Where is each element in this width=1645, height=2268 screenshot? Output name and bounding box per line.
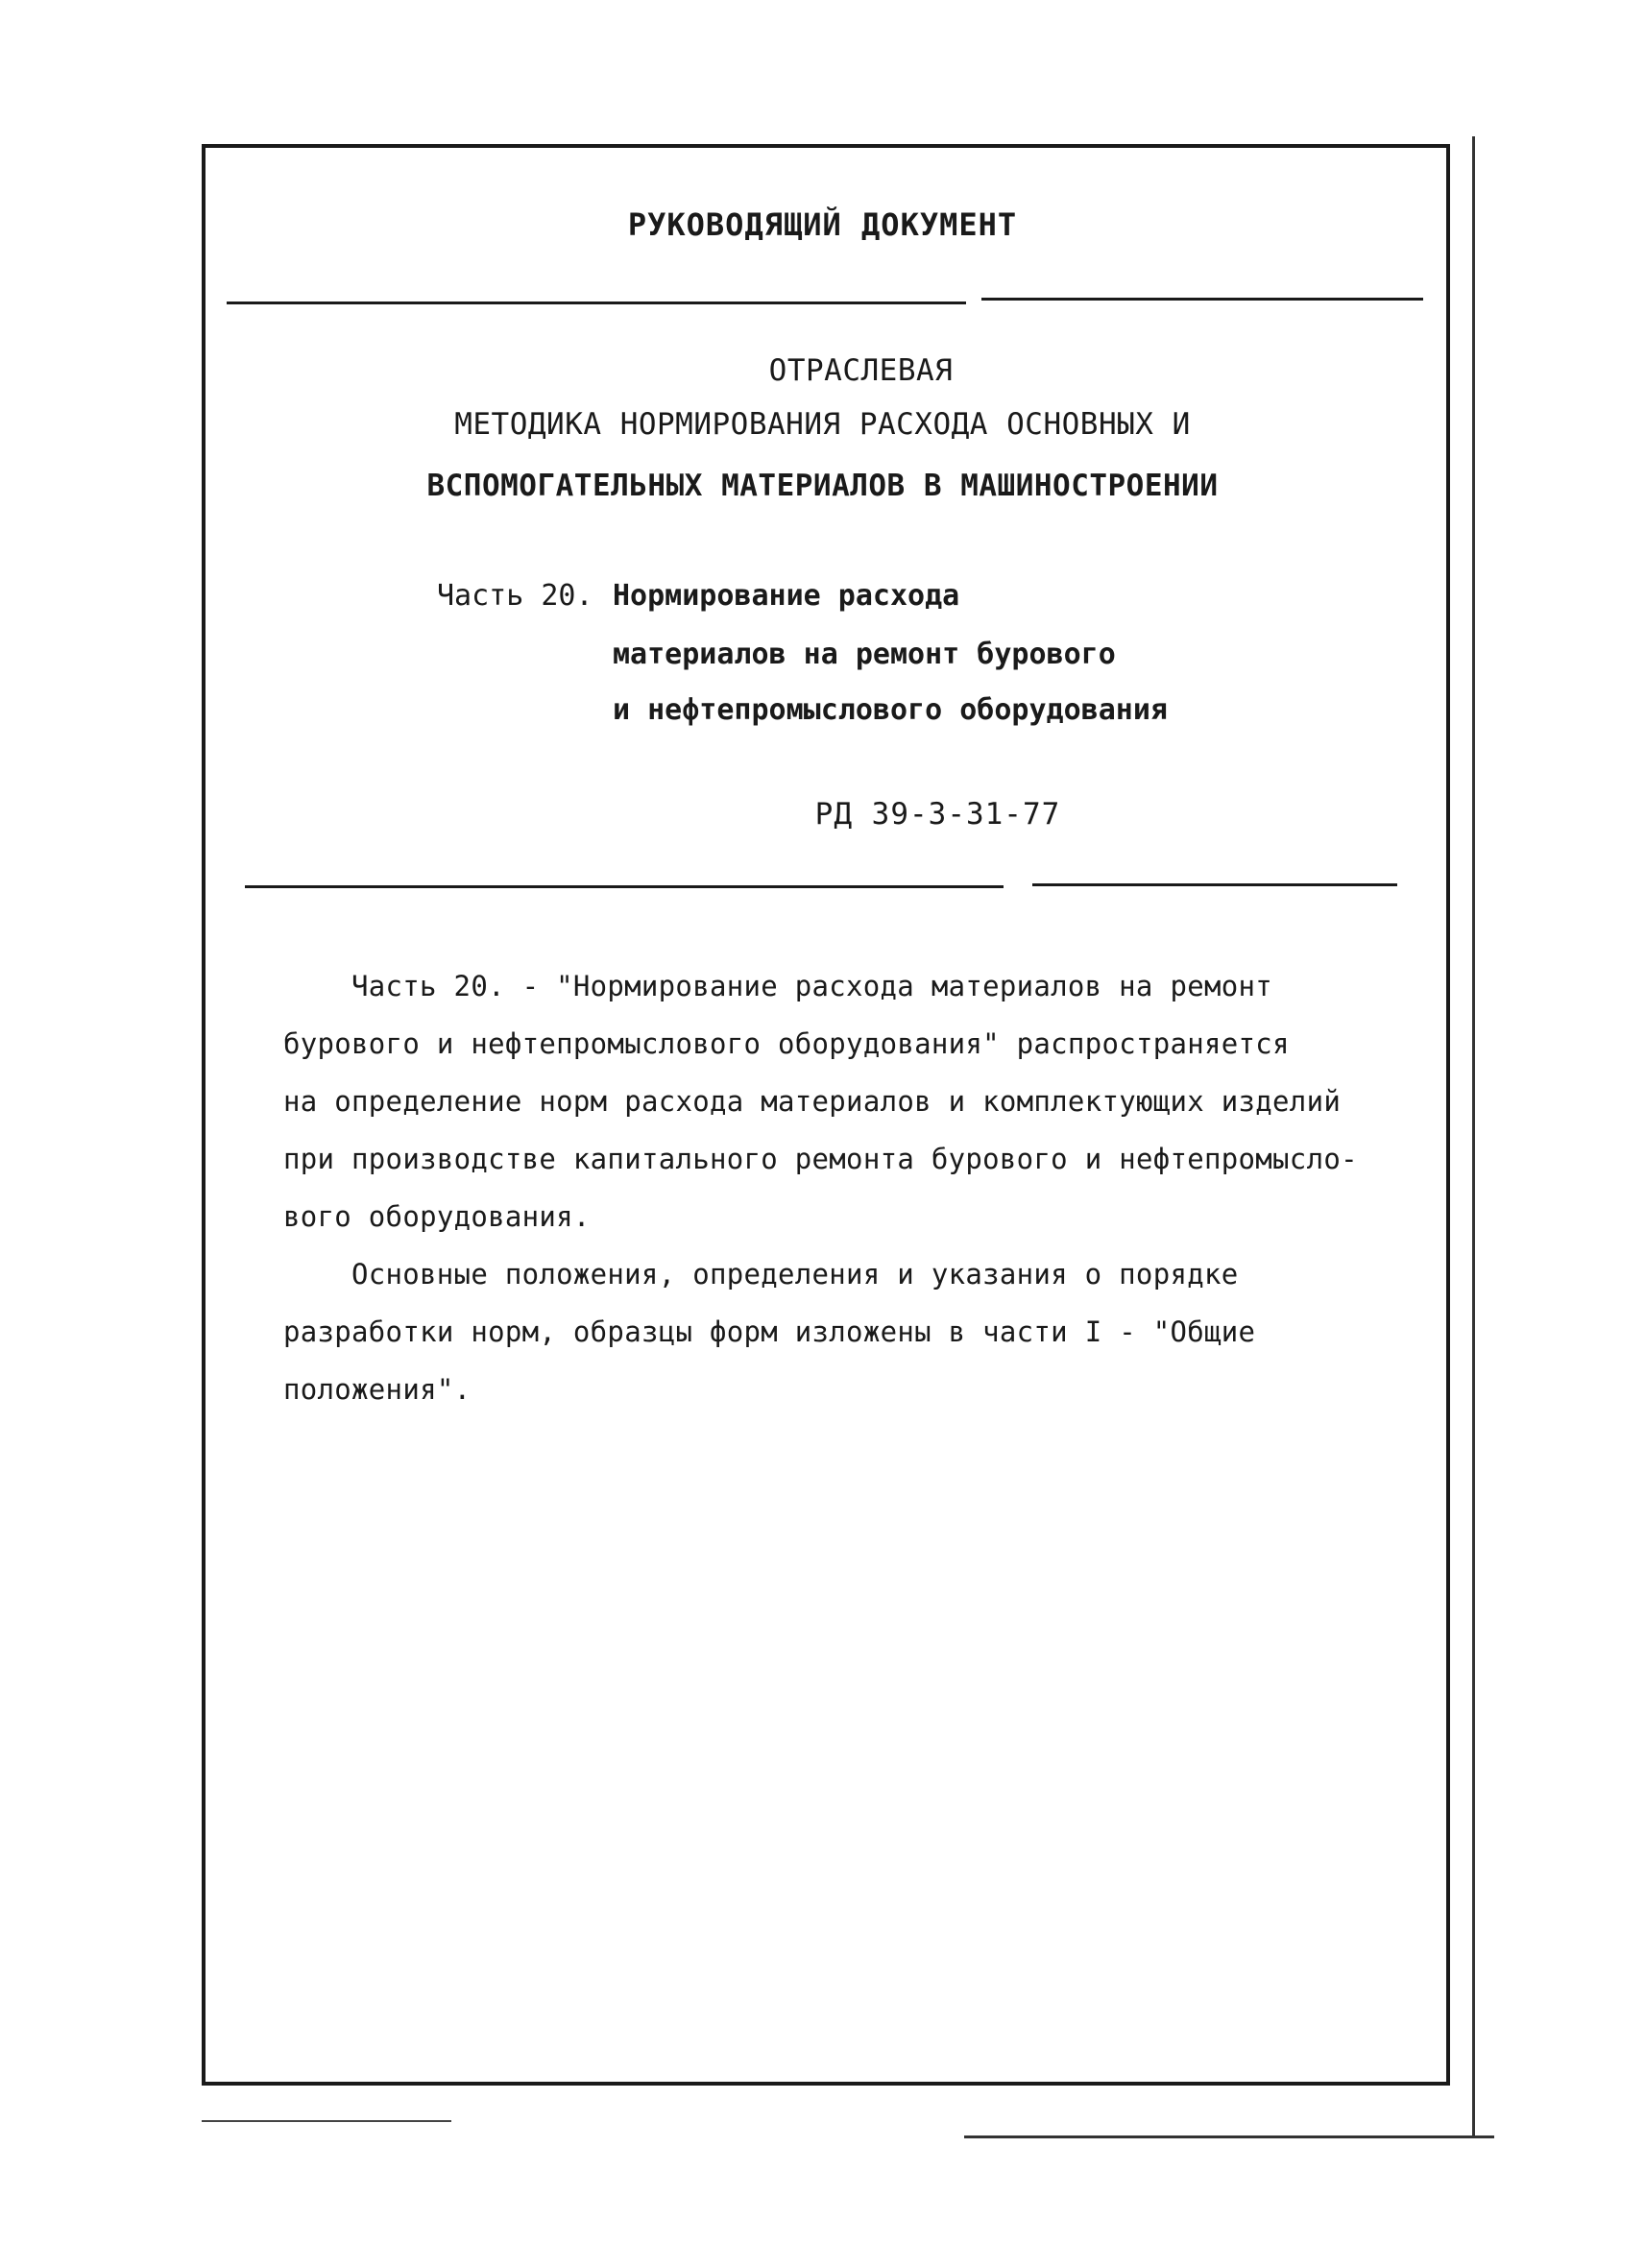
part-title-line-2: материалов на ремонт бурового <box>613 638 1116 671</box>
paragraph-1-line-4: при производстве капитального ремонта бурового и нефтепромысло- <box>283 1143 1358 1175</box>
part-label: Часть 20. <box>437 579 593 613</box>
top-rule-right <box>981 298 1423 301</box>
paragraph-2-line-2: разработки норм, образцы форм изложены в части I - "Общие <box>283 1315 1256 1348</box>
part-title-line-1: Нормирование расхода <box>613 579 960 613</box>
top-rule-left <box>227 302 966 304</box>
paragraph-1-line-3: на определение норм расхода материалов и комплектующих изделий <box>283 1085 1342 1118</box>
middle-rule-right <box>1032 883 1397 886</box>
page-edge-bottom-left <box>202 2120 451 2122</box>
paragraph-1-line-5: вого оборудования. <box>283 1200 591 1233</box>
paragraph-2-line-3: положения". <box>283 1373 472 1406</box>
title-line-1: ОТРАСЛЕВАЯ <box>768 353 954 388</box>
document-type-heading: РУКОВОДЯЩИЙ ДОКУМЕНТ <box>627 206 1018 243</box>
paragraph-1-line-1: Часть 20. - "Нормирование расхода материалов на ремонт <box>351 970 1273 1002</box>
paragraph-1-line-2: бурового и нефтепромыслового оборудования" распространяется <box>283 1027 1290 1060</box>
middle-rule-left <box>245 885 1004 888</box>
document-code: РД 39-3-31-77 <box>814 797 1061 832</box>
title-line-3: ВСПОМОГАТЕЛЬНЫХ МАТЕРИАЛОВ В МАШИНОСТРОЕНИИ <box>426 469 1219 503</box>
page-edge-bottom <box>964 2135 1494 2138</box>
paragraph-2-line-1: Основные положения, определения и указания о порядке <box>351 1258 1239 1291</box>
part-title-line-3: и нефтепромыслового оборудования <box>613 693 1168 727</box>
title-line-2: МЕТОДИКА НОРМИРОВАНИЯ РАСХОДА ОСНОВНЫХ И <box>454 407 1191 442</box>
